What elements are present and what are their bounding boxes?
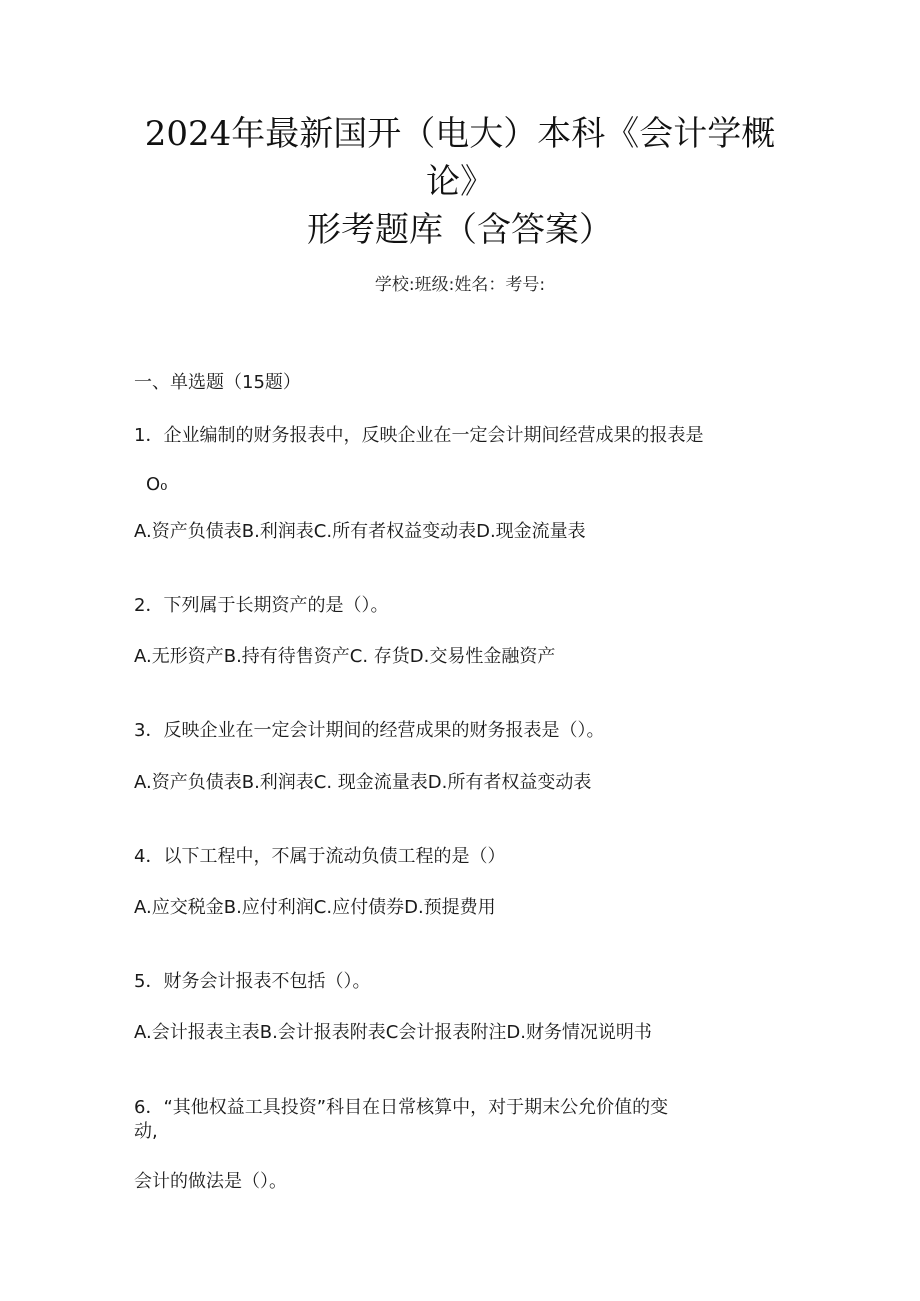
- document-title-line-3: 形考题库（含答案）: [307, 210, 613, 250]
- section-heading: 一、单选题（15题）: [134, 372, 301, 393]
- document-title-line-2: 论》: [426, 162, 494, 202]
- question-3-stem: 3．反映企业在一定会计期间的经营成果的财务报表是（）。: [134, 720, 605, 741]
- question-1-stem-continued: O₀: [146, 474, 168, 495]
- question-3-options: A.资产负债表B.利润表C. 现金流量表D.所有者权益变动表: [134, 772, 592, 793]
- question-1-options: A.资产负债表B.利润表C.所有者权益变动表D.现金流量表: [134, 521, 586, 542]
- question-1-stem: 1．企业编制的财务报表中，反映企业在一定会计期间经营成果的报表是: [134, 425, 704, 446]
- question-5-stem: 5．财务会计报表不包括（）。: [134, 971, 371, 992]
- question-2-stem: 2．下列属于长期资产的是（）。: [134, 595, 389, 616]
- question-2-options: A.无形资产B.持有待售资产C. 存货D.交易性金融资产: [134, 646, 556, 667]
- student-info-line: 学校:班级:姓名：考号:: [374, 275, 546, 295]
- question-6-stem-continued-2: 会计的做法是（）。: [134, 1171, 287, 1192]
- document-title-line-1: 2024年最新国开（电大）本科《会计学概: [144, 114, 776, 154]
- question-5-options: A.会计报表主表B.会计报表附表C会计报表附注D.财务情况说明书: [134, 1022, 652, 1043]
- question-4-stem: 4．以下工程中，不属于流动负债工程的是（）: [134, 846, 506, 867]
- question-6-stem-continued: 动,: [134, 1121, 158, 1142]
- question-4-options: A.应交税金B.应付利润C.应付债券D.预提费用: [134, 897, 496, 918]
- question-6-stem: 6．“其他权益工具投资”科目在日常核算中，对于期末公允价值的变: [134, 1097, 669, 1118]
